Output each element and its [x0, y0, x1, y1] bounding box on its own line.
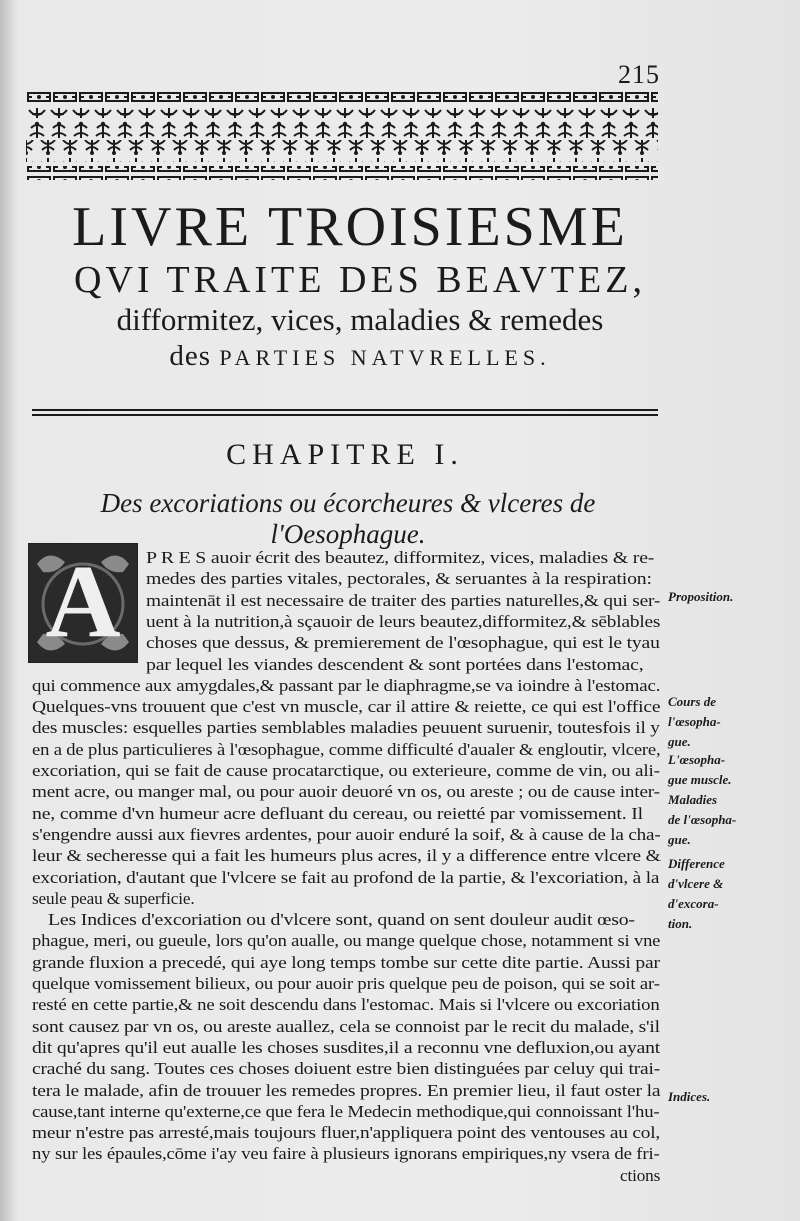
double-rule-bottom	[32, 414, 658, 416]
margin-note: d'excora-	[668, 896, 719, 911]
margin-note: l'œsopha-	[668, 714, 721, 729]
page-number: 215	[618, 60, 660, 89]
body-line: choses que dessus, & premierement de l'œsophague, qui est le tyau	[146, 633, 660, 653]
subtitle-line-3-smallcaps: PARTIES NATVRELLES.	[219, 345, 551, 370]
body-line: excoriation, qui se fait de cause procatarctique, ou exterieure, comme de vin, ou ali-	[32, 761, 660, 780]
subtitle-line-2: difformitez, vices, maladies & remedes	[116, 302, 604, 337]
body-line: des muscles: esquelles parties semblables maladies peuuent suruenir, toutesfois il y	[32, 718, 660, 738]
body-line: phague, meri, ou gueule, lors qu'on aualle, ou mange quelque chose, notamment si vne	[32, 931, 661, 951]
body-line: leur & secheresse qui a fait les humeurs plus acres, il y a difference entre vlcere &	[32, 846, 661, 866]
margin-note: Indices.	[668, 1089, 711, 1104]
body-line: craché du sang. Toutes ces choses doiuent estre bien distinguées par celuy qui trai-	[32, 1059, 661, 1079]
body-line: sont causez par vn os, ou areste auallez, cela se connoist par le recit du malade, s'il	[32, 1016, 660, 1036]
margin-note: tion.	[668, 916, 693, 931]
body-line: meur n'estre pas arresté,mais toujours fluer,n'appliquera point des ventouses au col,	[32, 1123, 661, 1143]
subtitle-line-1: QVI TRAITE DES BEAVTEZ,	[74, 259, 646, 301]
body-line: medes des parties vitales, pectorales, & seruantes à la respiration:	[146, 569, 652, 589]
body-line: ment acre, ou manger mal, ou pour auoir deuoré vn os, ou areste ; ou de cause inter-	[32, 782, 660, 802]
margin-note: d'vlcere &	[668, 876, 724, 891]
margin-note: Proposition.	[668, 589, 734, 604]
body-line: en a de plus particulieres à l'œsophague, comme difficulté d'aualer & engloutir, vlcere,	[32, 739, 661, 759]
subtitle-line-3-prefix: des	[169, 340, 212, 372]
body-line: ne, comme d'vn humeur acre defluant du cereau, ou reietté par vomissement. Il	[32, 803, 644, 823]
body-line: maintenāt il est necessaire de traiter des parties naturelles,& qui ser-	[146, 590, 661, 610]
margin-note: gue muscle.	[668, 772, 732, 787]
body-line: Les Indices d'excoriation ou d'vlcere sont, quand on sent douleur audit œso-	[48, 910, 635, 930]
body-line: qui commence aux amygdales,& passant par le diaphragme,se va ioindre à l'estomac.	[32, 675, 661, 695]
body-line: quelque vomissement bilieux, ou pour auoir pris quelque peu de poison, qui se soit ar-	[32, 974, 660, 993]
body-line: seule peau & superficie.	[32, 888, 195, 908]
body-line: ny sur les épaules,cōme i'ay veu faire à plusieurs ignorans empiriques,ny vsera de fri-	[32, 1144, 660, 1164]
book-title: LIVRE TROISIESME	[72, 196, 628, 258]
body-line: dit qu'apres qu'il eut aualle les choses susdites,il a reconnu vne defluxion,ou ayant	[32, 1037, 661, 1057]
double-rule-top	[32, 409, 658, 411]
body-line: ctions	[620, 1165, 661, 1185]
margin-note: gue.	[668, 734, 691, 749]
drop-cap-letter: A	[45, 544, 121, 659]
decorated-initial	[28, 543, 138, 663]
margin-note: Maladies	[668, 792, 718, 807]
body-line: cause,tant interne qu'externe,ce que fera le Medecin methodique,qui connoissant l'hu-	[32, 1101, 660, 1121]
chapter-title: Des excoriations ou écorcheures & vlceres de l'Oesophague.	[100, 488, 596, 549]
ornamental-headband	[26, 90, 658, 182]
subtitle-line-3	[40, 340, 680, 373]
body-line: resté en cette partie,& ne soit descendu dans l'estomac. Mais si l'vlcere ou excoriation	[32, 995, 660, 1015]
margin-note: Difference	[668, 856, 725, 871]
body-line: grande fluxion a precedé, qui aye long temps tombe sur cette dite partie. Aussi par	[32, 952, 660, 972]
margin-note: Cours de	[668, 694, 717, 709]
body-line: P R E S auoir écrit des beautez, difformitez, vices, maladies & re-	[146, 548, 655, 567]
body-line: tera le malade, afin de trouuer les remedes propres. En premier lieu, il faut oster la	[32, 1080, 661, 1100]
body-line: s'engendre aussi aux fievres ardentes, pour auoir enduré la soif, & à cause de la cha-	[32, 824, 661, 844]
margin-note: de l'œsopha-	[668, 812, 737, 827]
body-line: uent à la nutrition,à sçauoir de leurs beautez,difformitez,& sēblables	[146, 611, 661, 631]
margin-note: gue.	[668, 832, 691, 847]
body-line: Quelques-vns trouuent que c'est vn muscle, car il attire & reiette, ce qui est l'office	[32, 697, 661, 717]
margin-note: L'œsopha-	[668, 752, 726, 767]
body-line: excoriation, d'autant que l'vlcere se fait au profond de la partie, & l'excoriation, à la	[32, 867, 660, 887]
body-line: par lequel les viandes descendent & sont portées dans l'estomac,	[146, 654, 644, 674]
chapter-heading: CHAPITRE I.	[226, 438, 464, 471]
